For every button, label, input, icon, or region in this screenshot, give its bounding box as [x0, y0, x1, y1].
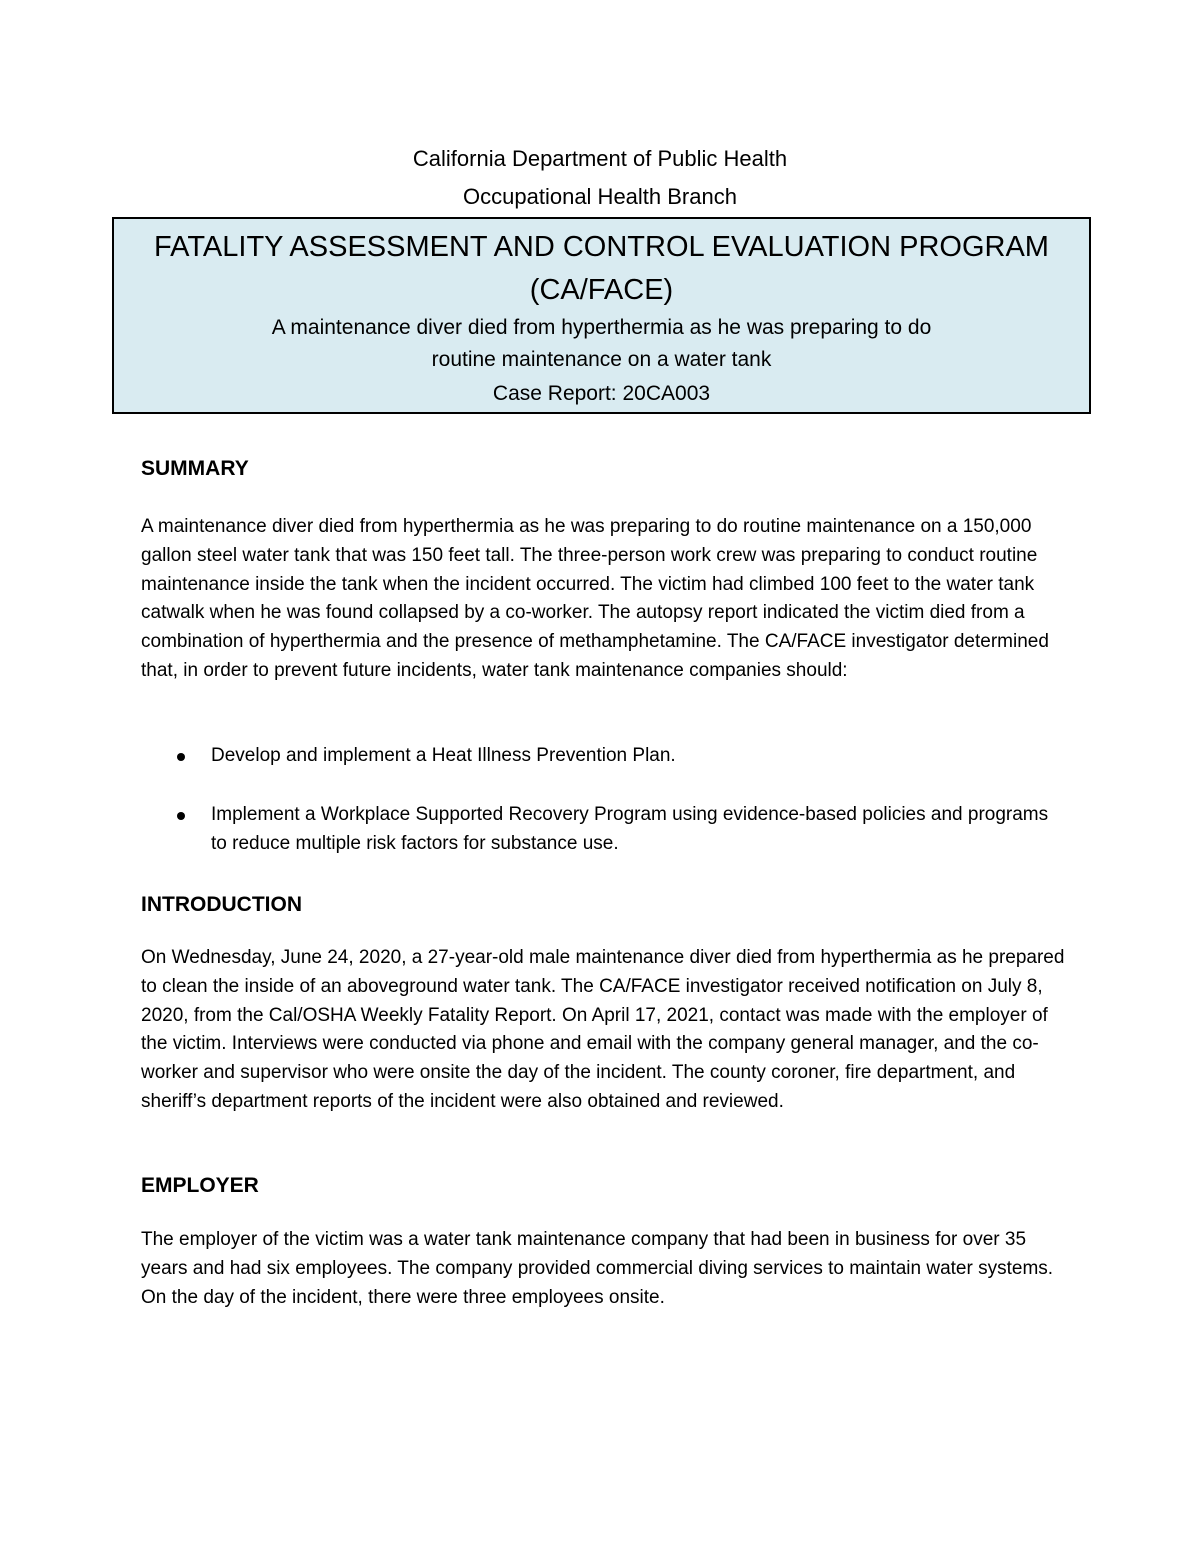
summary-paragraph: A maintenance diver died from hyperthermia as he was preparing to do routine maintenance on a 150,000 gallon steel water tank that was 150 feet tall. The three-person work crew was preparing to conduct routine maintenance inside the tank when the incident occurred. The victim had climbed 100 feet to the water tank catwalk when he was found collapsed by a co-worker. The autopsy report indicated the victim died from a combination of hyperthermia and the presence of methamphetamine. The CA/FACE investigator determined that, in order to prevent future incidents, water tank maintenance companies should:: [141, 516, 1049, 681]
summary-heading: SUMMARY: [141, 457, 249, 480]
org-name: California Department of Public Health: [412, 146, 788, 171]
introduction-heading: INTRODUCTION: [141, 893, 302, 916]
branch-name: Occupational Health Branch: [463, 184, 737, 209]
employer-heading: EMPLOYER: [141, 1174, 259, 1197]
report-subtitle-line1: A maintenance diver died from hyperthermia as he was preparing to do: [271, 316, 932, 339]
program-title: FATALITY ASSESSMENT AND CONTROL EVALUATION PROGRAM: [154, 231, 1049, 263]
title-box: [112, 217, 1091, 414]
bullet-icon: [177, 812, 185, 820]
report-subtitle-line2: routine maintenance on a water tank: [431, 348, 772, 371]
bullet-text: Develop and implement a Heat Illness Prevention Plan.: [211, 745, 676, 766]
bullet-text: Implement a Workplace Supported Recovery Program using evidence-based policies and programs to reduce multiple risk factors for substance use.: [211, 804, 1049, 854]
program-abbreviation: (CA/FACE): [529, 274, 674, 306]
employer-paragraph: The employer of the victim was a water tank maintenance company that had been in business for over 35 years and had six employees. The company provided commercial diving services to maintain water systems. On the day of the incident, there were three employees onsite.: [141, 1229, 1054, 1308]
case-report-number: Case Report: 20CA003: [492, 382, 711, 405]
bullet-icon: [177, 753, 185, 761]
introduction-paragraph: On Wednesday, June 24, 2020, a 27-year-old male maintenance diver died from hyperthermia as he prepared to clean the inside of an aboveground water tank. The CA/FACE investigator received notification on July 8, 2020, from the Cal/OSHA Weekly Fatality Report. On April 17, 2021, contact was made with the employer of the victim. Interviews were conducted via phone and email with the company general manager, and the co-worker and supervisor who were onsite the day of the incident. The county coroner, fire department, and sheriff’s department reports of the incident were also obtained and reviewed.: [141, 947, 1065, 1112]
